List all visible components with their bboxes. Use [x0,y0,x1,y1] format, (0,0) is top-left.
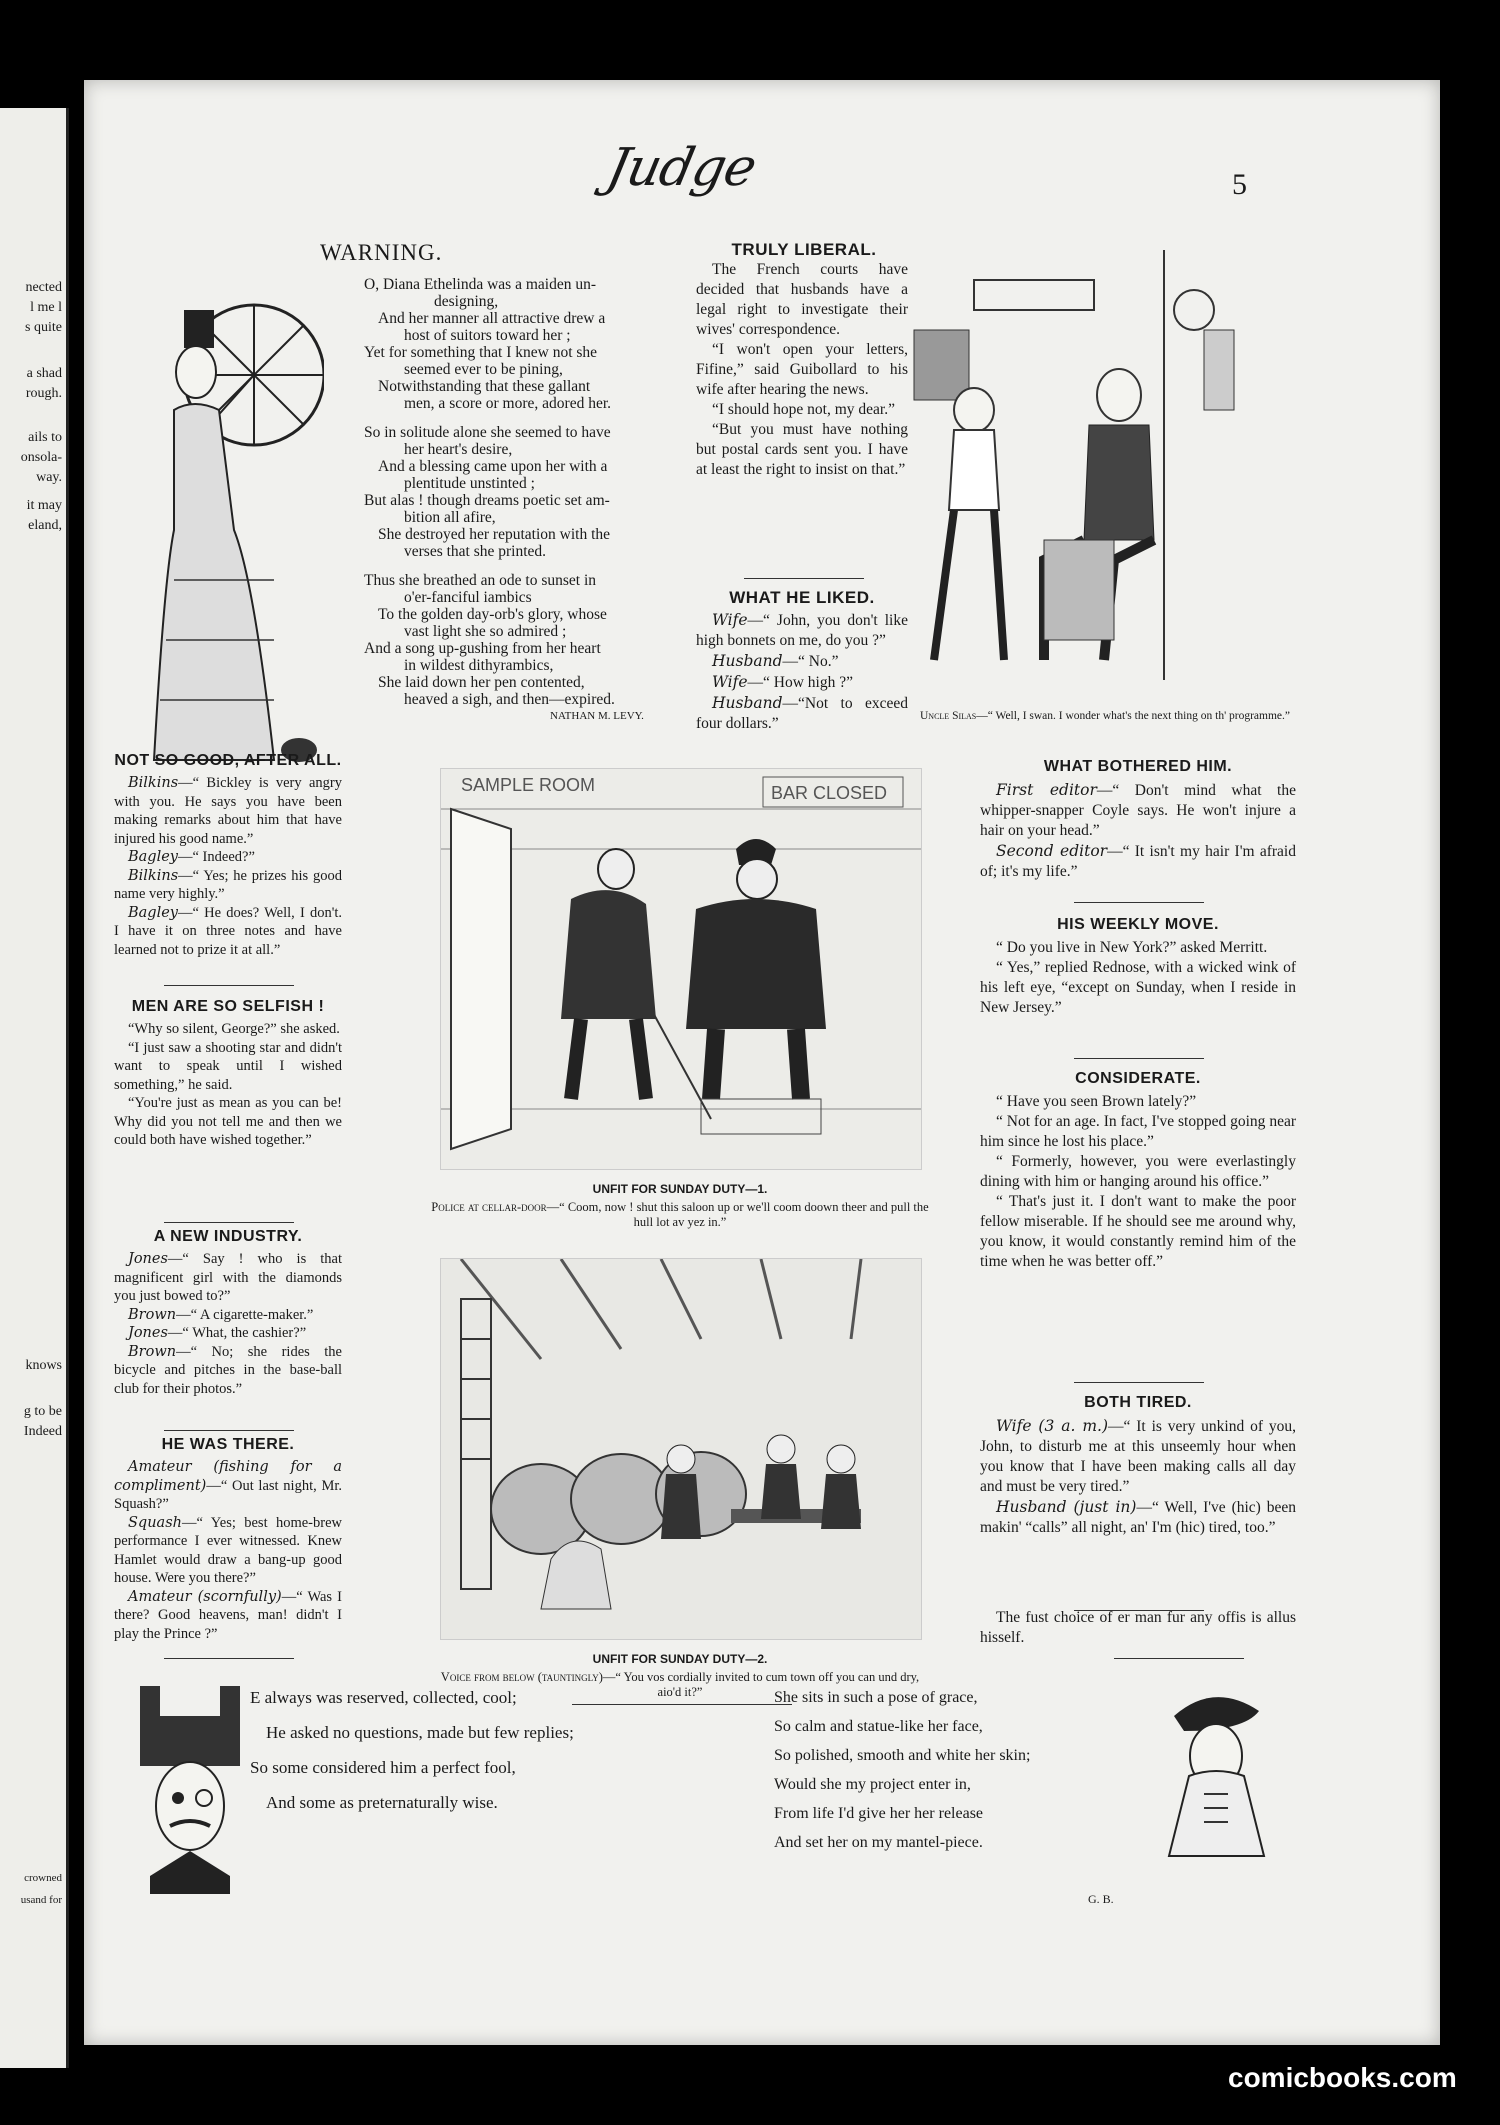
warning-author: NATHAN M. LEVY. [550,710,644,722]
speaker: Husband [712,652,783,670]
divider [1114,1658,1244,1659]
speaker: First editor [996,781,1097,799]
what-he-liked-title: WHAT HE LIKED. [729,588,875,607]
fragment: Indeed [23,1424,62,1439]
verse-line: And set her on my mantel-piece. [774,1834,983,1851]
speaker: Husband [712,694,783,712]
speaker: Jones [128,1251,168,1267]
lady-with-parasol-illustration [124,280,324,790]
not-so-good-title: NOT SO GOOD, AFTER ALL. [114,752,342,769]
poem-line: Yet for something that I knew not she [364,344,598,361]
cartoon-1-drawing [441,769,921,1169]
new-industry-title: A NEW INDUSTRY. [153,1228,303,1245]
divider [164,1430,294,1431]
watermark: comicbooks.com [1228,2062,1457,2093]
paragraph: The French courts have decided that husbands have a legal right to investigate their wives' correspondence. [696,261,908,338]
gentleman-portrait-illustration [130,1676,250,1894]
speaker: Second editor [996,842,1108,860]
poem-line: But alas ! though dreams poetic set am- [364,492,610,509]
fragment: way. [36,470,62,485]
fragment: l me l [30,300,62,315]
both-tired-title: BOTH TIRED. [1084,1394,1192,1411]
verse-left [250,1688,690,1813]
dialogue: —“ Well, I've (hic) been makin' “calls” all night, an' I'm (hic) tired, too.” [980,1499,1296,1536]
dialogue: —“ Say ! who is that magnificent girl with the diamonds you just bowed to?” [114,1251,342,1304]
verse-line: So polished, smooth and white her skin; [774,1747,1031,1764]
warning-title: WARNING. [320,240,443,265]
page-number: 5 [1232,168,1247,201]
what-he-liked-body [696,610,908,734]
weekly-move-title: HIS WEEKLY MOVE. [1057,916,1219,933]
poem-line: designing, [434,293,499,310]
speaker: Voice from below (tauntingly) [440,1670,603,1684]
poem-line: And a blessing came upon her with a [378,458,608,475]
dialogue: —“ Coom, now ! shut this saloon up or we'll coom doown theer and pull the hull lot av yez in.” [546,1200,929,1229]
poem-line: seemed ever to be pining, [404,361,563,378]
speaker: Bilkins [128,775,179,791]
paragraph: “ Do you live in New York?” asked Merritt. [996,939,1268,956]
truly-liberal-title: TRULY LIBERAL. [731,240,877,259]
new-industry-body [114,1250,342,1398]
dialogue: —“ What, the cashier?” [167,1325,307,1341]
verse-signature: G. B. [1088,1892,1114,1906]
dialogue: —“ How high ?” [747,674,853,691]
speaker: Uncle Silas [920,710,977,722]
men-selfish-title: MEN ARE SO SELFISH ! [131,998,325,1015]
divider [164,985,294,986]
magazine-page [84,80,1440,2045]
cartoon-2-caption: UNFIT FOR SUNDAY DUTY—2. [592,1652,768,1666]
paragraph: “ That's just it. I don't want to make the poor fellow miserable. If he should see me around why, you know, it would constantly remind him of the time when he was better off.” [980,1193,1296,1270]
poem-line: men, a score or more, adored her. [404,395,612,412]
speaker: Bilkins [128,867,179,884]
fragment: it may [26,498,62,513]
poem-line: o'er-fanciful iambics [404,589,532,606]
fragment: s quite [25,320,62,335]
previous-page-edge [0,108,69,2068]
verse-line: She sits in such a pose of grace, [774,1689,978,1706]
speaker: Wife (3 a. m.) [996,1417,1109,1435]
masthead: Judge [601,138,762,198]
paragraph: “ Yes,” replied Rednose, with a wicked wink of his left eye, “except on Sunday, when I reside in New Jersey.” [980,959,1296,1016]
speaker: Brown [128,1306,177,1323]
verse-line: So calm and statue-like her face, [774,1718,983,1735]
weekly-move-body [980,938,1296,1018]
fragment: nected [25,280,62,295]
speaker: Jones [128,1325,168,1341]
paragraph: “I just saw a shooting star and didn't want to speak until I wished something,” he said. [114,1039,342,1093]
fragment: ails to [28,430,62,445]
considerate-title: CONSIDERATE. [1075,1070,1201,1087]
paragraph: “ Not for an age. In fact, I've stopped going near him since he lost his place.” [980,1113,1296,1150]
speaker: Brown [128,1343,177,1360]
dialogue: —“ A cigarette-maker.” [176,1306,314,1323]
fragment: rough. [25,386,62,401]
dialogue: —“ John, you don't like high bonnets on me, do you ?” [696,612,908,649]
fragment: eland, [28,518,62,533]
closing-quip: The fust choice of er man fur any offis is allus hisself. [980,1609,1296,1646]
dialogue: —“ No; she rides the bicycle and pitches in the base-ball club for their photos.” [114,1343,342,1397]
poem-line: her heart's desire, [404,441,513,458]
dialogue: —“ Yes; he prizes his good name very highly.” [114,867,342,902]
dialogue: —“ Yes; best home-brew performance I ever witnessed. Knew Hamlet would draw a bang-up good house. Were you there?” [114,1514,342,1586]
divider [1074,1058,1204,1059]
truly-liberal-body [696,260,908,480]
cartoon-2-drawing [441,1259,921,1639]
fragment: g to be [23,1404,62,1419]
restaurant-waiter-illustration [904,240,1344,710]
poem-line: bition all afire, [404,509,496,526]
dialogue: —“ He does? Well, I don't. I have it on three notes and have learned not to prize it at all.” [114,904,342,958]
speaker: Squash [128,1514,182,1531]
dialogue: —“ Well, I swan. I wonder what's the next thing on th' programme.” [976,710,1291,722]
verse-line: From life I'd give her her release [774,1805,984,1822]
poem-line: To the golden day-orb's glory, whose [378,606,607,623]
speaker: Wife [712,673,748,691]
poem-line: She destroyed her reputation with the [378,526,611,543]
dialogue: —“ Don't mind what the whipper-snapper Coyle says. He won't injure a hair on your head.” [980,782,1296,839]
paragraph: “You're just as mean as you can be! Why did you not tell me and then we could both have wished together.” [114,1095,342,1148]
what-bothered-title: WHAT BOTHERED HIM. [1043,758,1233,775]
dialogue: —“ Indeed?” [178,849,255,865]
divider [164,1658,294,1659]
divider [164,1222,294,1223]
dialogue: —“ Bickley is very angry with you. He says you have been making remarks about him that have injured his good name.” [114,775,342,847]
poem-line: So in solitude alone she seemed to have [364,424,611,441]
poem-line: plentitude unstinted ; [404,475,535,492]
dialogue: —“ You vos cordially invited to cum town off you can und dry, aio'd it?” [602,1670,920,1699]
verse-line: And some as preternaturally wise. [266,1793,498,1812]
paragraph: “ Formerly, however, you were everlastingly dining with him or hanging around his office.” [980,1153,1296,1190]
speaker: Wife [712,611,748,629]
uncle-silas-caption [920,710,1340,723]
poem-line: Notwithstanding that these gallant [378,378,591,395]
dialogue: —“Not to exceed four dollars.” [696,695,908,732]
dialogue: —“ It isn't my hair I'm afraid of; it's my life.” [980,843,1296,880]
divider [1074,1382,1204,1383]
lady-portrait-illustration [1144,1676,1284,1866]
fragment: a shad [26,366,62,381]
dialogue: —“ It is very unkind of you, John, to disturb me at this unseemly hour when you know that I have been making calls all day and must be very tired.” [980,1418,1296,1495]
speaker: Bagley [128,849,178,865]
men-selfish-body [114,1020,342,1150]
verse-line: He asked no questions, made but few replies; [266,1723,574,1742]
dialogue: —“ No.” [782,653,839,670]
cartoon-unfit-sunday-1 [440,768,922,1170]
considerate-body [980,1092,1296,1272]
cartoon-1-caption: UNFIT FOR SUNDAY DUTY—1. [592,1182,768,1196]
he-was-there-title: HE WAS THERE. [161,1436,295,1453]
he-was-there-body [114,1458,342,1643]
paragraph: “I won't open your letters, Fifine,” said Guibollard to his wife after hearing the news. [696,341,908,398]
poem-line: verses that she printed. [404,543,547,560]
dialogue: —“ Out last night, Mr. Squash?” [114,1477,342,1512]
poem-line: And her manner all attractive drew a [378,310,606,327]
speaker: Police at cellar-door [431,1200,547,1214]
fragment: knows [25,1358,62,1373]
cartoon-1-dialogue [430,1200,930,1230]
poem-line: And a song up-gushing from her heart [364,640,601,657]
poem-line: heaved a sigh, and then—expired. [404,691,615,708]
speaker: Amateur (fishing for a compliment) [114,1459,342,1494]
sample-room-sign: SAMPLE ROOM [461,775,596,795]
speaker: Amateur (scornfully) [128,1588,282,1605]
verse-line: Would she my project enter in, [774,1776,971,1793]
verse-line: So some considered him a perfect fool, [250,1758,516,1777]
verse-right [774,1688,1194,1853]
paragraph: “But you must have nothing but postal cards sent you. I have at least the right to insist on that.” [696,421,908,478]
poem-line: O, Diana Ethelinda was a maiden un- [364,276,596,293]
fragment: onsola- [20,450,62,465]
cartoon-unfit-sunday-2 [440,1258,922,1640]
speaker: Husband (just in) [996,1498,1137,1516]
both-tired-body [980,1416,1296,1538]
bar-closed-sign: BAR CLOSED [771,783,888,803]
poem-line: in wildest dithyrambics, [404,657,554,674]
poem-line: Thus she breathed an ode to sunset in [364,572,597,589]
divider [744,578,864,579]
paragraph: “Why so silent, George?” she asked. [128,1021,340,1037]
fragment: usand for [20,1894,62,1906]
speaker: Bagley [128,904,178,921]
verse-line: E always was reserved, collected, cool; [250,1688,517,1707]
poem-line: She laid down her pen contented, [378,674,585,691]
not-so-good-body [114,774,342,959]
fragment: crowned [24,1872,62,1884]
paragraph: “ Have you seen Brown lately?” [996,1093,1197,1110]
paragraph: “I should hope not, my dear.” [712,401,895,418]
poem-line: vast light she so admired ; [404,623,567,640]
poem-line: host of suitors toward her ; [404,327,571,344]
dialogue: —“ Was I there? Good heavens, man! didn't I play the Prince ?” [114,1588,343,1642]
divider [1074,902,1204,903]
what-bothered-body [980,780,1296,882]
